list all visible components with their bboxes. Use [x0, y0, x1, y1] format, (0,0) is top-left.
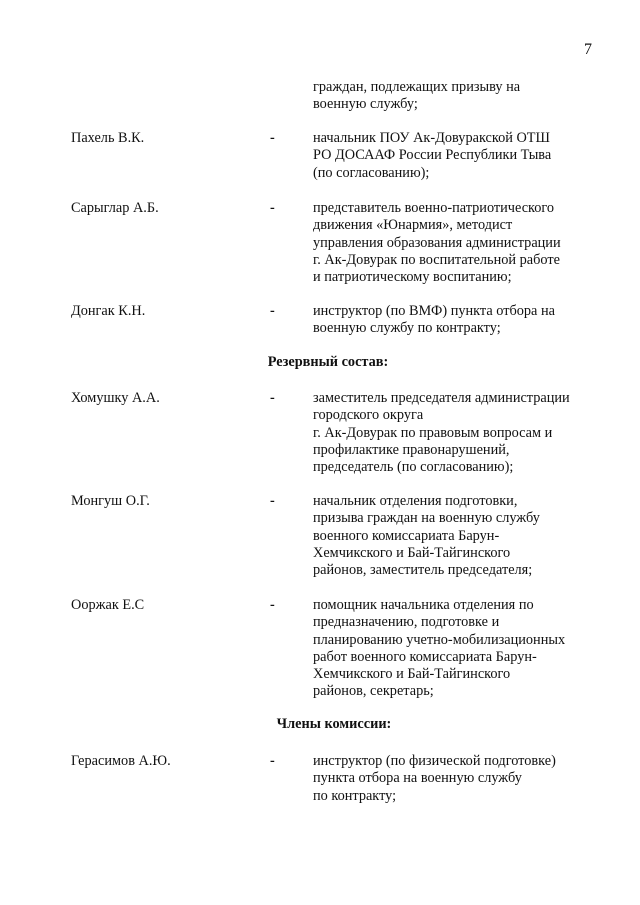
description-line: районов, секретарь;	[313, 683, 434, 700]
entry-description	[313, 200, 603, 286]
description-line: представитель военно-патриотического	[313, 200, 555, 216]
entry-description	[313, 597, 603, 701]
member-name: Монгуш О.Г.	[71, 493, 150, 509]
entry-dash: -	[270, 390, 275, 406]
description-line: работ военного комиссариата Барун-	[313, 648, 537, 665]
description-line: г. Ак-Довурак по воспитательной работе	[313, 251, 560, 268]
description-line: (по согласованию);	[313, 164, 430, 181]
member-name: Хомушку А.А.	[71, 390, 160, 406]
entry-description	[313, 390, 603, 476]
entry-dash: -	[270, 597, 275, 613]
description-line: начальник отделения подготовки,	[313, 493, 518, 509]
entry-dash: -	[270, 130, 275, 146]
entry-description	[313, 130, 603, 182]
description-line: военную службу по контракту;	[313, 320, 501, 337]
entry-description	[313, 493, 603, 579]
member-name: Донгак К.Н.	[71, 303, 146, 319]
member-name: Пахель В.К.	[71, 130, 145, 146]
entry-description	[313, 303, 603, 338]
description-line: военного комиссариата Барун-	[313, 527, 500, 544]
entry-dash: -	[270, 200, 275, 216]
description-line: председатель (по согласованию);	[313, 459, 514, 476]
entry-description	[313, 753, 603, 805]
description-line: планированию учетно-мобилизационных	[313, 631, 566, 648]
description-line: Хемчикского и Бай-Тайгинского	[313, 666, 511, 683]
description-line: инструктор (по ВМФ) пункта отбора на	[313, 303, 555, 319]
description-line: Хемчикского и Бай-Тайгинского	[313, 544, 511, 561]
description-line: начальник ПОУ Ак-Довуракской ОТШ	[313, 130, 550, 146]
description-line: районов, заместитель председателя;	[313, 562, 533, 579]
description-line: движения «Юнармия», методист	[313, 217, 513, 234]
member-name: Сарыглар А.Б.	[71, 200, 159, 216]
description-line: военную службу;	[313, 96, 418, 113]
entry-dash: -	[270, 753, 275, 769]
description-line: управления образования администрации	[313, 234, 561, 251]
description-line: пункта отбора на военную службу	[313, 770, 522, 787]
member-name: Ооржак Е.С	[71, 597, 145, 613]
description-line: инструктор (по физической подготовке)	[313, 753, 556, 769]
entry-description	[313, 79, 603, 114]
description-line: городского округа	[313, 407, 424, 424]
description-line: граждан, подлежащих призыву на	[313, 79, 521, 95]
reserve-heading: Резервный состав:	[267, 354, 389, 370]
description-line: и патриотическому воспитанию;	[313, 269, 512, 286]
entry-dash: -	[270, 493, 275, 509]
description-line: предназначению, подготовке и	[313, 614, 500, 631]
description-line: профилактике правонарушений,	[313, 441, 510, 458]
members-heading: Члены комиссии:	[276, 716, 392, 732]
description-line: по контракту;	[313, 787, 397, 804]
description-line: призыва граждан на военную службу	[313, 510, 540, 527]
description-line: г. Ак-Довурак по правовым вопросам и	[313, 424, 553, 441]
entry-dash: -	[270, 303, 275, 319]
description-line: заместитель председателя администрации	[313, 390, 570, 406]
member-name: Герасимов А.Ю.	[71, 753, 171, 769]
description-line: помощник начальника отделения по	[313, 597, 534, 613]
description-line: РО ДОСААФ России Республики Тыва	[313, 147, 552, 164]
page-number: 7	[584, 41, 592, 58]
